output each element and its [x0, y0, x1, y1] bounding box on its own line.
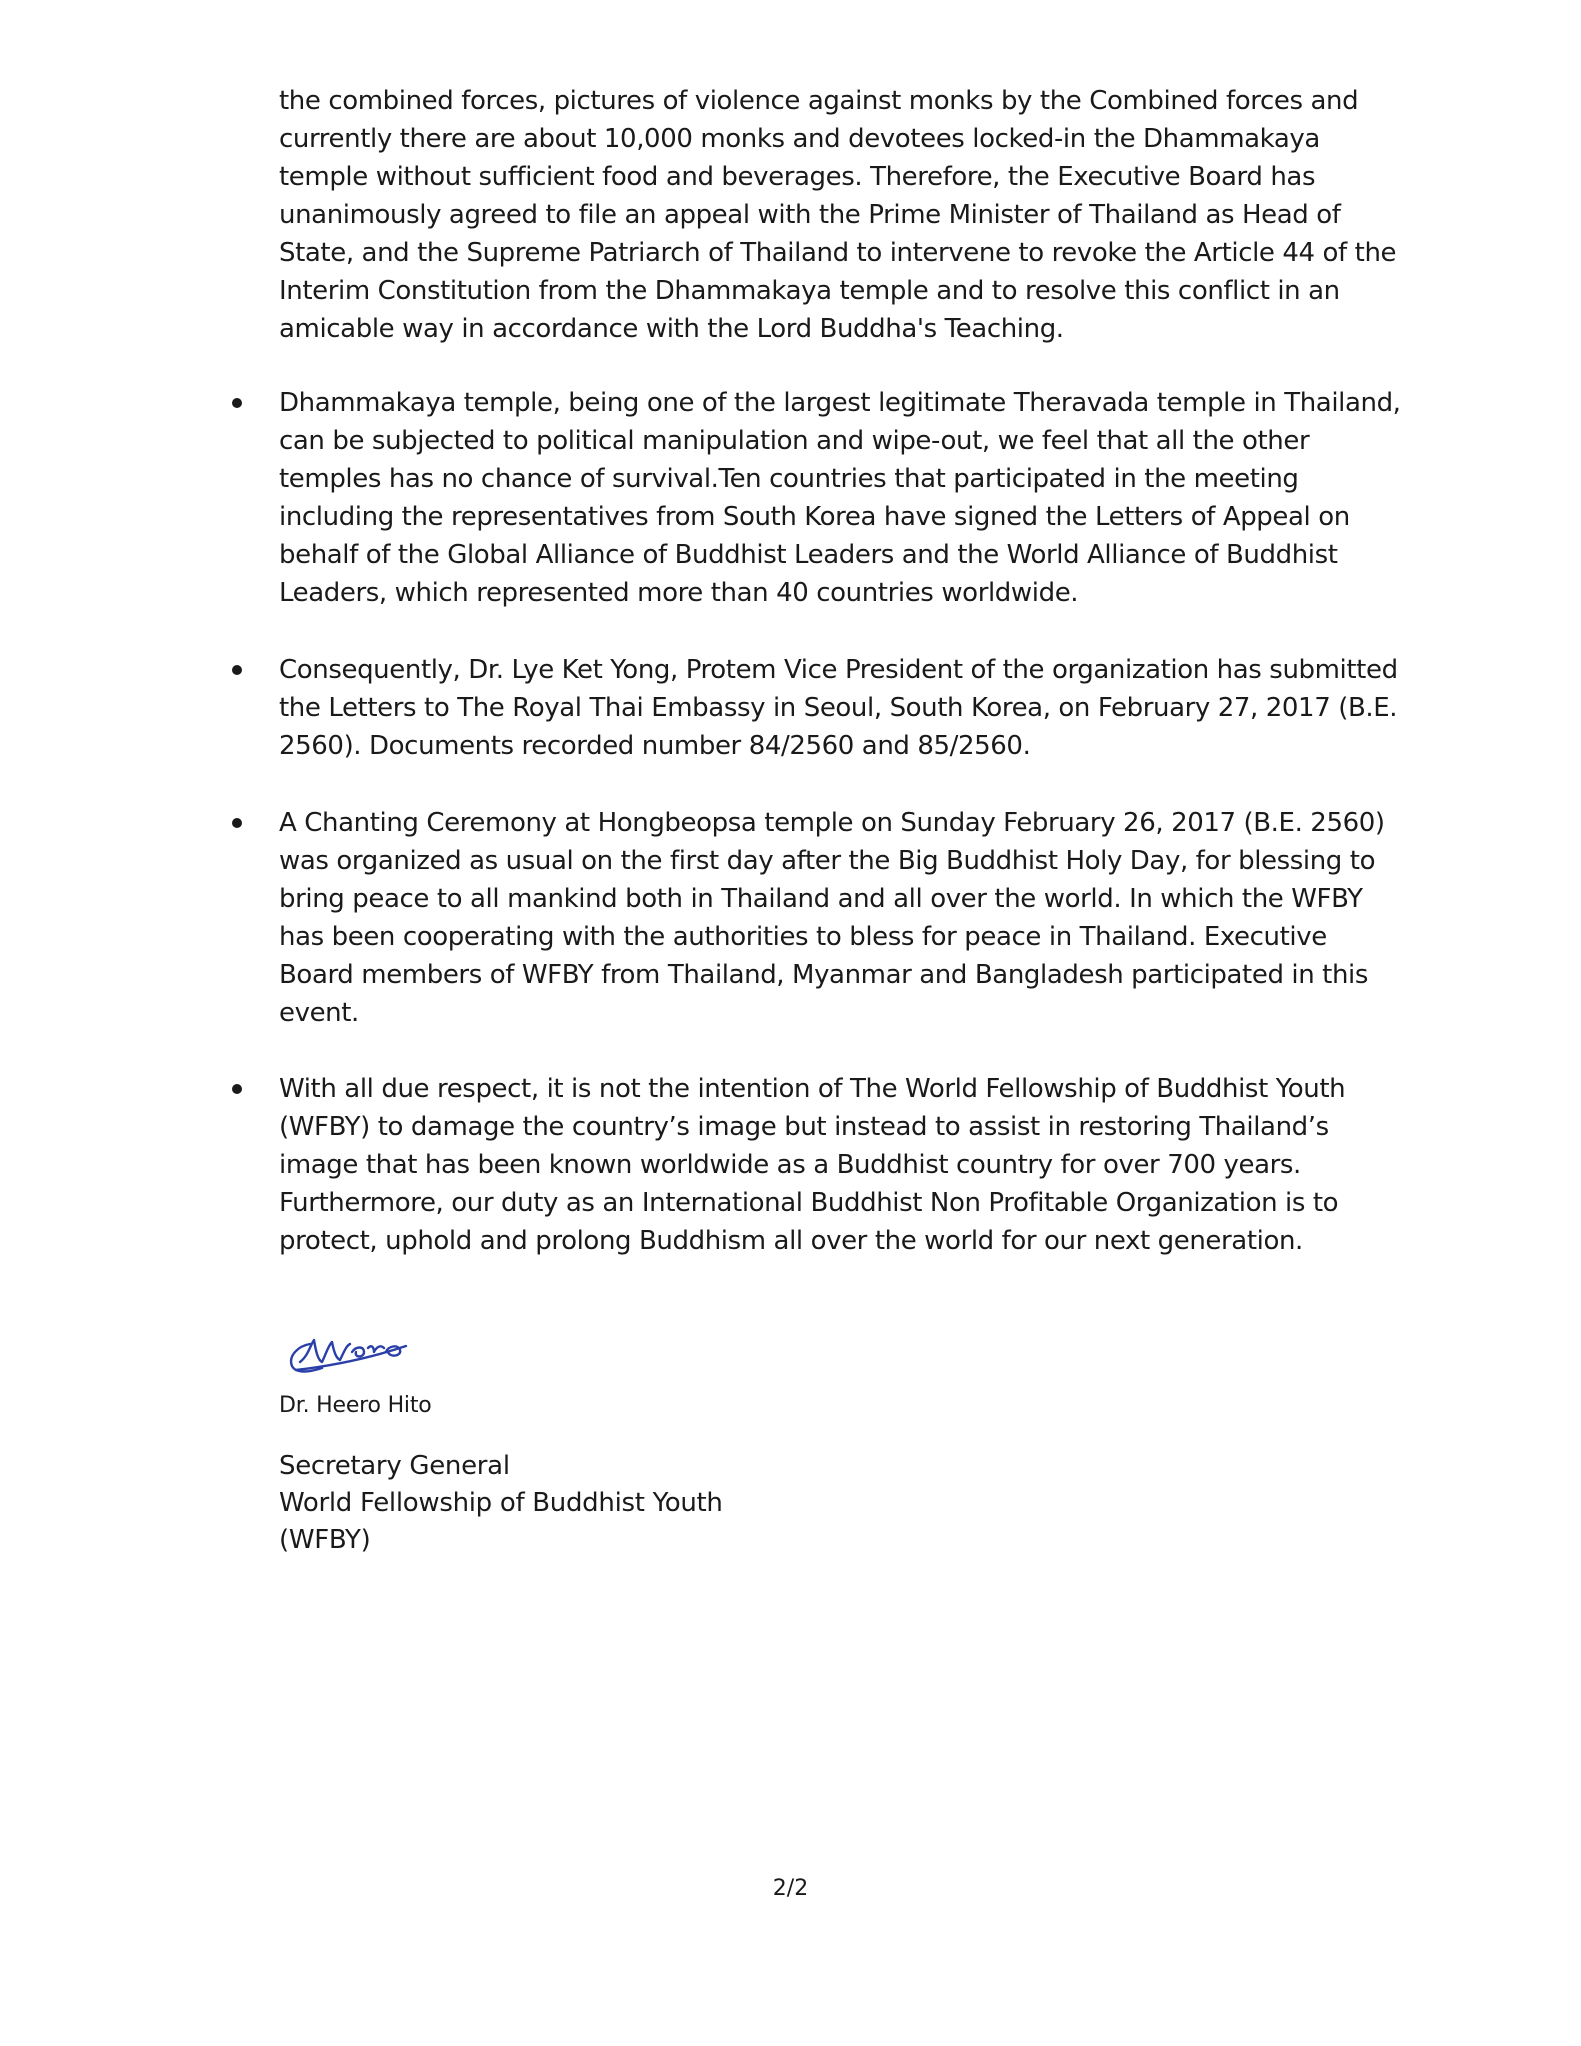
- list-item: [279, 651, 1409, 765]
- handwritten-signature-icon: [280, 1322, 420, 1382]
- bullet-icon: [232, 818, 242, 828]
- signer-title: Secretary General: [279, 1451, 510, 1481]
- bullet-icon: [232, 398, 242, 408]
- organization-abbreviation: (WFBY): [279, 1525, 371, 1555]
- bullet-text: A Chanting Ceremony at Hongbeopsa temple on Sunday February 26, 2017 (B.E. 2560) was organized as usual on the first day after the Big Buddhist Holy Day, for blessing to bring peace to all mankind both in Thailand and all over the world. In which the WFBY has been cooperating with the authorities to bless for peace in Thailand. Executive Board members of WFBY from Thailand, Myanmar and Bangladesh participated in this event.: [279, 808, 1385, 1028]
- signature-block: [279, 1448, 723, 1559]
- organization-name: World Fellowship of Buddhist Youth: [279, 1488, 723, 1518]
- bullet-text: Consequently, Dr. Lye Ket Yong, Protem Vice President of the organization has submitted the Letters to The Royal Thai Embassy in Seoul, South Korea, on February 27, 2017 (B.E. 2560). Documents recorded number 84/2560 and 85/2560.: [279, 655, 1398, 761]
- list-item: [279, 1070, 1409, 1260]
- bullet-text: With all due respect, it is not the intention of The World Fellowship of Buddhist Youth (WFBY) to damage the country’s image but instead to assist in restoring Thailand’s image that has been known worldwide as a Buddhist country for over 700 years. Furthermore, our duty as an International Buddhist Non Profitable Organization is to protect, uphold and prolong Buddhism all over the world for our next generation.: [279, 1074, 1346, 1256]
- intro-paragraph: the combined forces, pictures of violence against monks by the Combined forces and currently there are about 10,000 monks and devotees locked-in the Dhammakaya temple without sufficient food and beverages. Therefore, the Executive Board has unanimously agreed to file an appeal with the Prime Minister of Thailand as Head of State, and the Supreme Patriarch of Thailand to intervene to revoke the Article 44 of the Interim Constitution from the Dhammakaya temple and to resolve this conflict in an amicable way in accordance with the Lord Buddha's Teaching.: [279, 86, 1397, 344]
- bullet-icon: [232, 665, 242, 675]
- bullet-text: Dhammakaya temple, being one of the largest legitimate Theravada temple in Thailand, can be subjected to political manipulation and wipe-out, we feel that all the other temples has no chance of survival.Ten countries that participated in the meeting including the representatives from South Korea have signed the Letters of Appeal on behalf of the Global Alliance of Buddhist Leaders and the World Alliance of Buddhist Leaders, which represented more than 40 countries worldwide.: [279, 388, 1401, 608]
- bullet-icon: [232, 1084, 242, 1094]
- signer-name: Dr. Heero Hito: [279, 1393, 432, 1418]
- list-item: [279, 804, 1409, 1032]
- list-item: [279, 384, 1409, 612]
- page-number: 2/2: [772, 1876, 809, 1901]
